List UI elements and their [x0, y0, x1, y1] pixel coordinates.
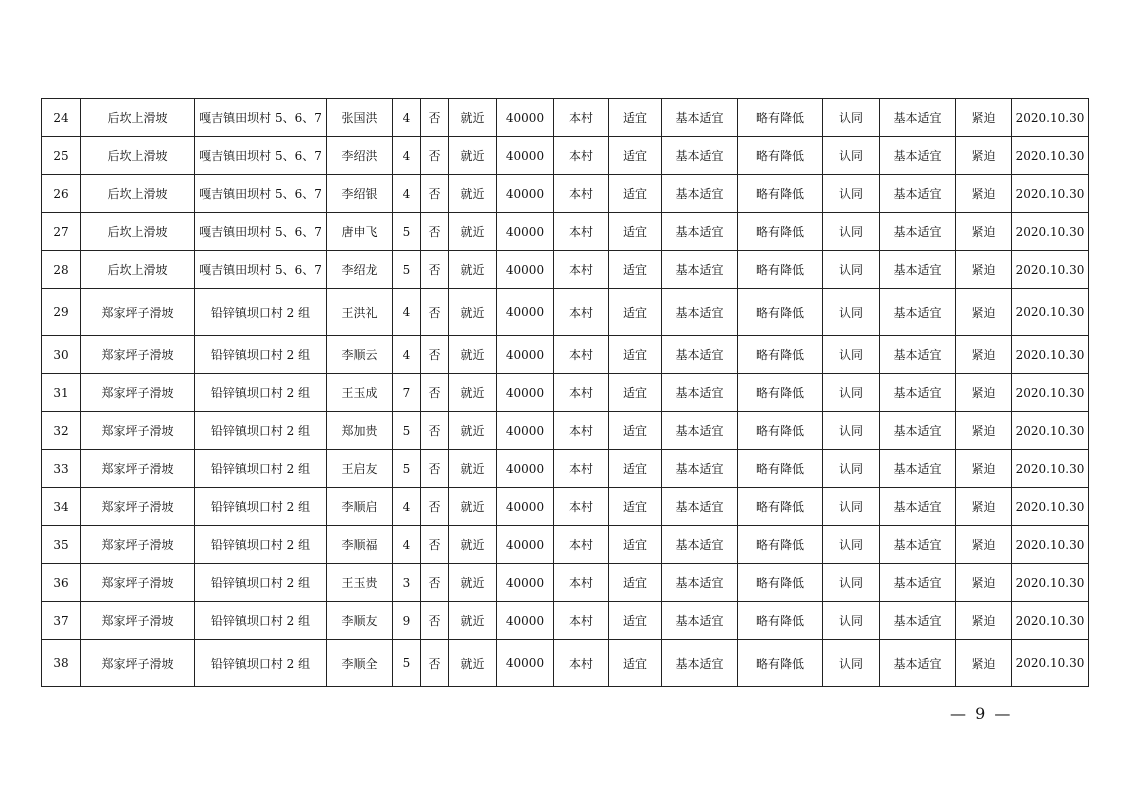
cell-urgency: 紧迫 — [956, 336, 1012, 374]
cell-household-size: 4 — [393, 137, 421, 175]
cell-assessment: 基本适宜 — [880, 602, 956, 640]
cell-householder: 李顺全 — [327, 640, 393, 687]
cell-placement-mode: 就近 — [449, 640, 497, 687]
table-row — [42, 175, 1089, 213]
cell-attitude: 认同 — [823, 175, 880, 213]
cell-householder: 郑加贵 — [327, 412, 393, 450]
cell-suitability: 适宜 — [609, 488, 662, 526]
cell-household-size: 3 — [393, 564, 421, 602]
cell-attitude: 认同 — [823, 99, 880, 137]
cell-placement-mode: 就近 — [449, 602, 497, 640]
cell-suitability: 适宜 — [609, 289, 662, 336]
cell-date: 2020.10.30 — [1012, 213, 1089, 251]
cell-assessment: 基本适宜 — [880, 640, 956, 687]
cell-flag: 否 — [421, 251, 449, 289]
relocation-table — [41, 98, 1089, 687]
cell-seq-no: 32 — [42, 412, 81, 450]
cell-householder: 王启友 — [327, 450, 393, 488]
cell-location: 铅锌镇坝口村 2 组 — [195, 289, 327, 336]
cell-placement-mode: 就近 — [449, 336, 497, 374]
cell-amount: 40000 — [497, 450, 554, 488]
cell-amount: 40000 — [497, 564, 554, 602]
cell-amount: 40000 — [497, 99, 554, 137]
table-row — [42, 251, 1089, 289]
cell-urgency: 紧迫 — [956, 99, 1012, 137]
cell-basic-suitability: 基本适宜 — [662, 99, 738, 137]
cell-destination: 本村 — [554, 564, 609, 602]
cell-attitude: 认同 — [823, 640, 880, 687]
cell-flag: 否 — [421, 602, 449, 640]
cell-living-change: 略有降低 — [738, 99, 823, 137]
cell-destination: 本村 — [554, 137, 609, 175]
cell-flag: 否 — [421, 564, 449, 602]
cell-hazard-point: 后坎上滑坡 — [81, 213, 195, 251]
cell-urgency: 紧迫 — [956, 251, 1012, 289]
cell-amount: 40000 — [497, 374, 554, 412]
cell-living-change: 略有降低 — [738, 336, 823, 374]
cell-hazard-point: 郑家坪子滑坡 — [81, 412, 195, 450]
table-row — [42, 640, 1089, 687]
cell-seq-no: 37 — [42, 602, 81, 640]
cell-date: 2020.10.30 — [1012, 99, 1089, 137]
cell-living-change: 略有降低 — [738, 564, 823, 602]
cell-householder: 李绍龙 — [327, 251, 393, 289]
cell-placement-mode: 就近 — [449, 488, 497, 526]
cell-attitude: 认同 — [823, 450, 880, 488]
cell-householder: 李绍洪 — [327, 137, 393, 175]
cell-household-size: 4 — [393, 526, 421, 564]
cell-attitude: 认同 — [823, 137, 880, 175]
cell-flag: 否 — [421, 99, 449, 137]
cell-urgency: 紧迫 — [956, 175, 1012, 213]
cell-date: 2020.10.30 — [1012, 137, 1089, 175]
cell-hazard-point: 郑家坪子滑坡 — [81, 374, 195, 412]
cell-suitability: 适宜 — [609, 564, 662, 602]
cell-basic-suitability: 基本适宜 — [662, 374, 738, 412]
cell-amount: 40000 — [497, 137, 554, 175]
cell-assessment: 基本适宜 — [880, 99, 956, 137]
cell-household-size: 4 — [393, 175, 421, 213]
cell-date: 2020.10.30 — [1012, 564, 1089, 602]
cell-destination: 本村 — [554, 289, 609, 336]
cell-basic-suitability: 基本适宜 — [662, 137, 738, 175]
cell-suitability: 适宜 — [609, 213, 662, 251]
cell-householder: 唐申飞 — [327, 213, 393, 251]
cell-amount: 40000 — [497, 602, 554, 640]
cell-assessment: 基本适宜 — [880, 213, 956, 251]
cell-flag: 否 — [421, 640, 449, 687]
cell-household-size: 5 — [393, 640, 421, 687]
cell-seq-no: 24 — [42, 99, 81, 137]
cell-living-change: 略有降低 — [738, 213, 823, 251]
cell-date: 2020.10.30 — [1012, 251, 1089, 289]
cell-urgency: 紧迫 — [956, 526, 1012, 564]
cell-attitude: 认同 — [823, 251, 880, 289]
cell-hazard-point: 后坎上滑坡 — [81, 137, 195, 175]
cell-placement-mode: 就近 — [449, 175, 497, 213]
cell-destination: 本村 — [554, 336, 609, 374]
cell-assessment: 基本适宜 — [880, 488, 956, 526]
cell-amount: 40000 — [497, 289, 554, 336]
cell-date: 2020.10.30 — [1012, 289, 1089, 336]
cell-destination: 本村 — [554, 175, 609, 213]
cell-seq-no: 36 — [42, 564, 81, 602]
cell-householder: 王洪礼 — [327, 289, 393, 336]
cell-placement-mode: 就近 — [449, 564, 497, 602]
table-row — [42, 602, 1089, 640]
cell-basic-suitability: 基本适宜 — [662, 213, 738, 251]
cell-householder: 李顺启 — [327, 488, 393, 526]
cell-attitude: 认同 — [823, 336, 880, 374]
cell-seq-no: 35 — [42, 526, 81, 564]
cell-household-size: 4 — [393, 289, 421, 336]
cell-location: 铅锌镇坝口村 2 组 — [195, 336, 327, 374]
cell-assessment: 基本适宜 — [880, 526, 956, 564]
cell-amount: 40000 — [497, 640, 554, 687]
cell-urgency: 紧迫 — [956, 412, 1012, 450]
cell-suitability: 适宜 — [609, 336, 662, 374]
table-row — [42, 526, 1089, 564]
cell-attitude: 认同 — [823, 412, 880, 450]
cell-destination: 本村 — [554, 488, 609, 526]
cell-hazard-point: 郑家坪子滑坡 — [81, 564, 195, 602]
cell-flag: 否 — [421, 488, 449, 526]
cell-destination: 本村 — [554, 450, 609, 488]
cell-household-size: 4 — [393, 336, 421, 374]
cell-seq-no: 26 — [42, 175, 81, 213]
cell-amount: 40000 — [497, 336, 554, 374]
cell-basic-suitability: 基本适宜 — [662, 412, 738, 450]
cell-suitability: 适宜 — [609, 640, 662, 687]
cell-flag: 否 — [421, 175, 449, 213]
cell-household-size: 4 — [393, 99, 421, 137]
cell-seq-no: 27 — [42, 213, 81, 251]
cell-household-size: 7 — [393, 374, 421, 412]
cell-assessment: 基本适宜 — [880, 412, 956, 450]
cell-placement-mode: 就近 — [449, 450, 497, 488]
cell-location: 铅锌镇坝口村 2 组 — [195, 640, 327, 687]
cell-amount: 40000 — [497, 175, 554, 213]
cell-householder: 王玉贵 — [327, 564, 393, 602]
cell-seq-no: 38 — [42, 640, 81, 687]
cell-assessment: 基本适宜 — [880, 374, 956, 412]
cell-household-size: 5 — [393, 213, 421, 251]
cell-amount: 40000 — [497, 213, 554, 251]
cell-householder: 王玉成 — [327, 374, 393, 412]
cell-location: 铅锌镇坝口村 2 组 — [195, 488, 327, 526]
cell-seq-no: 34 — [42, 488, 81, 526]
cell-household-size: 9 — [393, 602, 421, 640]
cell-assessment: 基本适宜 — [880, 564, 956, 602]
cell-living-change: 略有降低 — [738, 175, 823, 213]
cell-location: 嘎吉镇田坝村 5、6、7 — [195, 251, 327, 289]
cell-assessment: 基本适宜 — [880, 175, 956, 213]
cell-household-size: 4 — [393, 488, 421, 526]
cell-flag: 否 — [421, 336, 449, 374]
cell-date: 2020.10.30 — [1012, 640, 1089, 687]
cell-basic-suitability: 基本适宜 — [662, 602, 738, 640]
cell-date: 2020.10.30 — [1012, 374, 1089, 412]
cell-living-change: 略有降低 — [738, 289, 823, 336]
table-row — [42, 564, 1089, 602]
cell-household-size: 5 — [393, 450, 421, 488]
cell-hazard-point: 郑家坪子滑坡 — [81, 336, 195, 374]
cell-placement-mode: 就近 — [449, 374, 497, 412]
cell-placement-mode: 就近 — [449, 289, 497, 336]
cell-seq-no: 33 — [42, 450, 81, 488]
cell-date: 2020.10.30 — [1012, 175, 1089, 213]
cell-suitability: 适宜 — [609, 175, 662, 213]
cell-householder: 李顺友 — [327, 602, 393, 640]
cell-assessment: 基本适宜 — [880, 137, 956, 175]
cell-assessment: 基本适宜 — [880, 336, 956, 374]
table-row — [42, 213, 1089, 251]
cell-urgency: 紧迫 — [956, 289, 1012, 336]
table-row — [42, 374, 1089, 412]
cell-location: 铅锌镇坝口村 2 组 — [195, 450, 327, 488]
cell-living-change: 略有降低 — [738, 526, 823, 564]
cell-attitude: 认同 — [823, 289, 880, 336]
cell-basic-suitability: 基本适宜 — [662, 564, 738, 602]
cell-suitability: 适宜 — [609, 450, 662, 488]
cell-urgency: 紧迫 — [956, 488, 1012, 526]
cell-placement-mode: 就近 — [449, 137, 497, 175]
cell-amount: 40000 — [497, 488, 554, 526]
cell-amount: 40000 — [497, 412, 554, 450]
cell-hazard-point: 后坎上滑坡 — [81, 175, 195, 213]
cell-living-change: 略有降低 — [738, 137, 823, 175]
cell-household-size: 5 — [393, 251, 421, 289]
table-body — [42, 99, 1089, 687]
cell-date: 2020.10.30 — [1012, 602, 1089, 640]
cell-date: 2020.10.30 — [1012, 526, 1089, 564]
cell-location: 铅锌镇坝口村 2 组 — [195, 526, 327, 564]
cell-date: 2020.10.30 — [1012, 412, 1089, 450]
cell-destination: 本村 — [554, 526, 609, 564]
page-number: — 9 — — [950, 704, 1013, 723]
cell-location: 嘎吉镇田坝村 5、6、7 — [195, 175, 327, 213]
cell-flag: 否 — [421, 374, 449, 412]
cell-basic-suitability: 基本适宜 — [662, 289, 738, 336]
cell-attitude: 认同 — [823, 564, 880, 602]
cell-suitability: 适宜 — [609, 374, 662, 412]
cell-basic-suitability: 基本适宜 — [662, 336, 738, 374]
cell-hazard-point: 郑家坪子滑坡 — [81, 289, 195, 336]
cell-urgency: 紧迫 — [956, 564, 1012, 602]
cell-seq-no: 31 — [42, 374, 81, 412]
table-row — [42, 412, 1089, 450]
cell-hazard-point: 郑家坪子滑坡 — [81, 602, 195, 640]
cell-destination: 本村 — [554, 251, 609, 289]
cell-seq-no: 28 — [42, 251, 81, 289]
cell-destination: 本村 — [554, 374, 609, 412]
cell-destination: 本村 — [554, 99, 609, 137]
cell-location: 嘎吉镇田坝村 5、6、7 — [195, 137, 327, 175]
cell-living-change: 略有降低 — [738, 374, 823, 412]
cell-date: 2020.10.30 — [1012, 336, 1089, 374]
cell-hazard-point: 郑家坪子滑坡 — [81, 526, 195, 564]
cell-amount: 40000 — [497, 526, 554, 564]
cell-destination: 本村 — [554, 213, 609, 251]
cell-living-change: 略有降低 — [738, 488, 823, 526]
cell-location: 嘎吉镇田坝村 5、6、7 — [195, 99, 327, 137]
cell-suitability: 适宜 — [609, 602, 662, 640]
cell-flag: 否 — [421, 213, 449, 251]
cell-attitude: 认同 — [823, 374, 880, 412]
cell-date: 2020.10.30 — [1012, 450, 1089, 488]
cell-household-size: 5 — [393, 412, 421, 450]
cell-living-change: 略有降低 — [738, 602, 823, 640]
cell-amount: 40000 — [497, 251, 554, 289]
cell-suitability: 适宜 — [609, 412, 662, 450]
cell-urgency: 紧迫 — [956, 640, 1012, 687]
cell-suitability: 适宜 — [609, 526, 662, 564]
cell-placement-mode: 就近 — [449, 99, 497, 137]
cell-flag: 否 — [421, 450, 449, 488]
cell-urgency: 紧迫 — [956, 137, 1012, 175]
cell-destination: 本村 — [554, 602, 609, 640]
cell-destination: 本村 — [554, 412, 609, 450]
cell-householder: 张国洪 — [327, 99, 393, 137]
table-row — [42, 137, 1089, 175]
cell-suitability: 适宜 — [609, 137, 662, 175]
cell-placement-mode: 就近 — [449, 412, 497, 450]
cell-urgency: 紧迫 — [956, 602, 1012, 640]
cell-attitude: 认同 — [823, 602, 880, 640]
cell-urgency: 紧迫 — [956, 213, 1012, 251]
cell-basic-suitability: 基本适宜 — [662, 526, 738, 564]
cell-location: 嘎吉镇田坝村 5、6、7 — [195, 213, 327, 251]
cell-suitability: 适宜 — [609, 99, 662, 137]
cell-basic-suitability: 基本适宜 — [662, 251, 738, 289]
table-row — [42, 99, 1089, 137]
cell-hazard-point: 郑家坪子滑坡 — [81, 640, 195, 687]
cell-flag: 否 — [421, 526, 449, 564]
cell-hazard-point: 郑家坪子滑坡 — [81, 488, 195, 526]
cell-householder: 李顺云 — [327, 336, 393, 374]
cell-basic-suitability: 基本适宜 — [662, 640, 738, 687]
cell-assessment: 基本适宜 — [880, 251, 956, 289]
table-row — [42, 450, 1089, 488]
cell-placement-mode: 就近 — [449, 251, 497, 289]
table-row — [42, 488, 1089, 526]
cell-householder: 李顺福 — [327, 526, 393, 564]
cell-urgency: 紧迫 — [956, 450, 1012, 488]
cell-location: 铅锌镇坝口村 2 组 — [195, 564, 327, 602]
cell-attitude: 认同 — [823, 213, 880, 251]
cell-living-change: 略有降低 — [738, 412, 823, 450]
cell-date: 2020.10.30 — [1012, 488, 1089, 526]
cell-hazard-point: 郑家坪子滑坡 — [81, 450, 195, 488]
cell-seq-no: 25 — [42, 137, 81, 175]
cell-basic-suitability: 基本适宜 — [662, 450, 738, 488]
table-row — [42, 336, 1089, 374]
cell-attitude: 认同 — [823, 488, 880, 526]
cell-assessment: 基本适宜 — [880, 289, 956, 336]
cell-householder: 李绍银 — [327, 175, 393, 213]
cell-living-change: 略有降低 — [738, 640, 823, 687]
cell-assessment: 基本适宜 — [880, 450, 956, 488]
cell-destination: 本村 — [554, 640, 609, 687]
cell-basic-suitability: 基本适宜 — [662, 488, 738, 526]
cell-placement-mode: 就近 — [449, 213, 497, 251]
cell-living-change: 略有降低 — [738, 450, 823, 488]
table-row — [42, 289, 1089, 336]
cell-suitability: 适宜 — [609, 251, 662, 289]
cell-urgency: 紧迫 — [956, 374, 1012, 412]
cell-location: 铅锌镇坝口村 2 组 — [195, 374, 327, 412]
cell-hazard-point: 后坎上滑坡 — [81, 99, 195, 137]
cell-attitude: 认同 — [823, 526, 880, 564]
cell-placement-mode: 就近 — [449, 526, 497, 564]
cell-flag: 否 — [421, 137, 449, 175]
cell-location: 铅锌镇坝口村 2 组 — [195, 412, 327, 450]
cell-flag: 否 — [421, 289, 449, 336]
cell-seq-no: 29 — [42, 289, 81, 336]
cell-flag: 否 — [421, 412, 449, 450]
cell-living-change: 略有降低 — [738, 251, 823, 289]
cell-basic-suitability: 基本适宜 — [662, 175, 738, 213]
cell-hazard-point: 后坎上滑坡 — [81, 251, 195, 289]
cell-seq-no: 30 — [42, 336, 81, 374]
cell-location: 铅锌镇坝口村 2 组 — [195, 602, 327, 640]
